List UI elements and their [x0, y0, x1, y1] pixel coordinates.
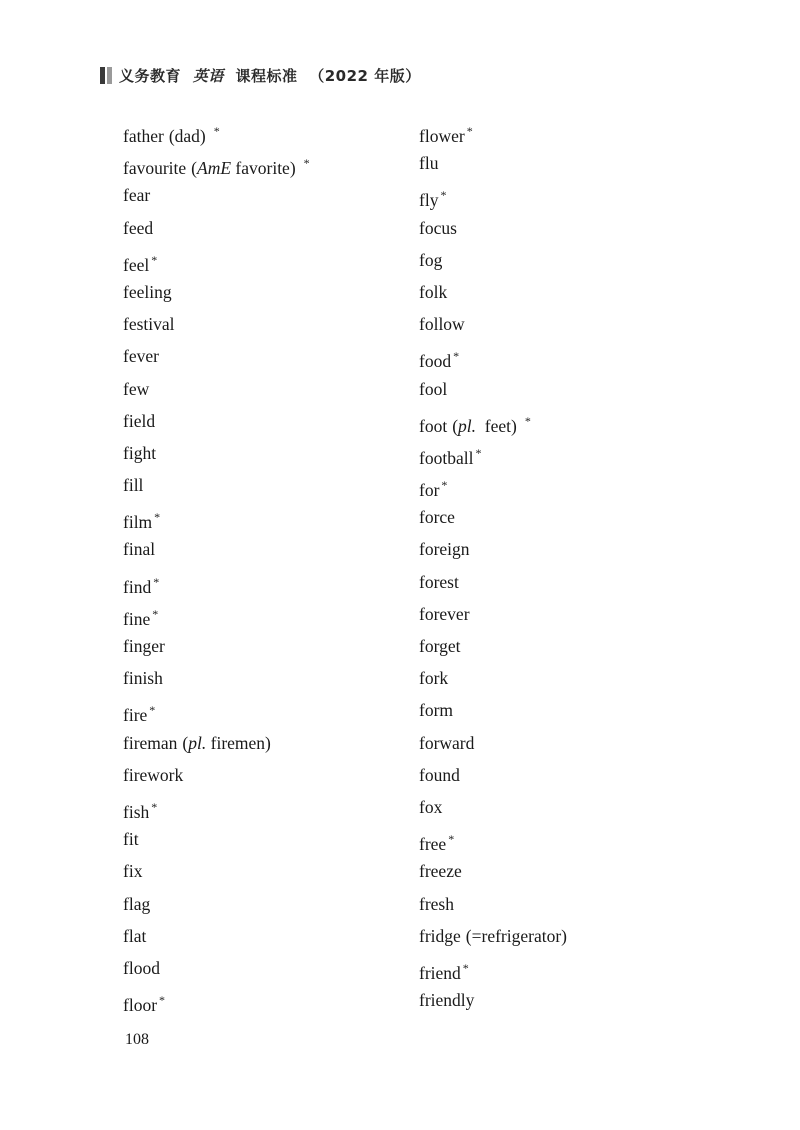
vocabulary-entry	[419, 212, 567, 244]
note-open-paren: (	[452, 415, 459, 436]
note-italic: pl.	[188, 732, 207, 753]
word-list-left-column	[123, 115, 310, 1016]
vocabulary-word: fog	[419, 249, 443, 270]
vocabulary-entry	[123, 373, 310, 405]
vocabulary-word: fish	[123, 801, 150, 822]
vocabulary-entry	[419, 823, 567, 855]
vocabulary-word: fight	[123, 442, 157, 463]
page-number: 108	[125, 1031, 149, 1048]
vocabulary-entry	[123, 888, 310, 920]
asterisk-marker: *	[159, 993, 166, 1008]
vocabulary-word: football	[419, 447, 474, 468]
vocabulary-note	[452, 416, 517, 436]
vocabulary-word: fever	[123, 346, 159, 367]
vocabulary-entry	[123, 115, 310, 147]
header-bar-dark	[100, 67, 105, 84]
vocabulary-entry	[123, 501, 310, 533]
vocabulary-word: found	[419, 764, 460, 785]
vocabulary-word: finish	[123, 668, 163, 689]
vocabulary-word: flat	[123, 925, 147, 946]
vocabulary-word: fire	[123, 705, 148, 726]
vocabulary-word: festival	[123, 314, 175, 335]
vocabulary-word: flag	[123, 893, 151, 914]
vocabulary-entry	[123, 791, 310, 823]
vocabulary-word: freeze	[419, 861, 462, 882]
vocabulary-entry	[419, 340, 567, 372]
vocabulary-word: free	[419, 834, 447, 855]
vocabulary-word: film	[123, 512, 153, 533]
vocabulary-entry	[123, 147, 310, 179]
vocabulary-word: fine	[123, 608, 151, 629]
asterisk-marker: *	[440, 188, 447, 203]
vocabulary-word: follow	[419, 314, 465, 335]
vocabulary-entry	[419, 630, 567, 662]
vocabulary-entry	[123, 759, 310, 791]
vocabulary-entry	[419, 469, 567, 501]
vocabulary-word: feed	[123, 217, 154, 238]
asterisk-marker: *	[524, 413, 531, 428]
vocabulary-word: final	[123, 539, 156, 560]
vocabulary-note	[191, 158, 295, 178]
vocabulary-entry	[419, 598, 567, 630]
vocabulary-word: friend	[419, 962, 461, 983]
vocabulary-entry	[419, 566, 567, 598]
vocabulary-word: forward	[419, 732, 475, 753]
vocabulary-word: friendly	[419, 990, 475, 1011]
vocabulary-entry	[123, 179, 310, 211]
vocabulary-entry	[419, 437, 567, 469]
vocabulary-entry	[419, 952, 567, 984]
vocabulary-word: flu	[419, 153, 439, 174]
vocabulary-word: fool	[419, 378, 448, 399]
vocabulary-entry	[419, 244, 567, 276]
vocabulary-word: form	[419, 700, 454, 721]
vocabulary-word: fork	[419, 668, 449, 689]
header-book-title: 义务教育	[119, 66, 182, 85]
vocabulary-word: fill	[123, 475, 144, 496]
vocabulary-entry	[419, 984, 567, 1016]
vocabulary-entry	[419, 791, 567, 823]
vocabulary-word: field	[123, 410, 156, 431]
vocabulary-word: feel	[123, 254, 150, 275]
vocabulary-entry	[419, 533, 567, 565]
asterisk-marker: *	[303, 156, 310, 171]
vocabulary-entry	[419, 920, 567, 952]
vocabulary-word: father	[123, 126, 164, 146]
asterisk-marker: *	[152, 606, 159, 621]
vocabulary-word: forever	[419, 603, 470, 624]
header-title	[119, 65, 421, 86]
vocabulary-entry	[123, 855, 310, 887]
vocabulary-entry	[419, 694, 567, 726]
vocabulary-entry	[123, 984, 310, 1016]
vocabulary-entry	[419, 179, 567, 211]
note-rest: feet)	[476, 415, 517, 436]
asterisk-marker: *	[149, 703, 156, 718]
note-open-paren: (	[191, 158, 197, 179]
vocabulary-entry	[123, 823, 310, 855]
vocabulary-entry	[419, 888, 567, 920]
vocabulary-word: forest	[419, 571, 459, 592]
vocabulary-word: force	[419, 507, 455, 528]
vocabulary-entry	[123, 340, 310, 372]
vocabulary-note: (=refrigerator)	[465, 925, 567, 946]
vocabulary-word: fit	[123, 829, 139, 850]
vocabulary-word: foreign	[419, 539, 470, 560]
vocabulary-entry	[123, 533, 310, 565]
vocabulary-word: find	[123, 576, 152, 597]
asterisk-marker: *	[151, 799, 158, 814]
vocabulary-word: feeling	[123, 281, 172, 302]
vocabulary-entry	[123, 437, 310, 469]
vocabulary-note	[182, 733, 270, 753]
vocabulary-entry	[419, 501, 567, 533]
vocabulary-entry	[419, 308, 567, 340]
vocabulary-entry	[123, 244, 310, 276]
vocabulary-entry	[419, 373, 567, 405]
vocabulary-entry	[419, 727, 567, 759]
vocabulary-entry	[123, 694, 310, 726]
asterisk-marker: *	[151, 252, 158, 267]
vocabulary-entry	[123, 469, 310, 501]
asterisk-marker: *	[466, 124, 473, 138]
header-edition: （2022 年版）	[309, 66, 421, 85]
vocabulary-entry	[123, 727, 310, 759]
vocabulary-word: foot	[419, 415, 448, 436]
vocabulary-entry	[419, 662, 567, 694]
note-rest: favorite)	[231, 158, 296, 179]
vocabulary-entry	[419, 759, 567, 791]
note-italic: AmE	[197, 158, 232, 179]
asterisk-marker: *	[154, 510, 161, 525]
vocabulary-entry	[419, 405, 567, 437]
asterisk-marker: *	[153, 574, 160, 589]
note-rest: firemen)	[206, 732, 271, 753]
vocabulary-entry	[419, 276, 567, 308]
vocabulary-word: firework	[123, 764, 184, 785]
asterisk-marker: *	[448, 832, 455, 847]
vocabulary-entry	[123, 630, 310, 662]
vocabulary-entry	[123, 276, 310, 308]
vocabulary-entry	[123, 920, 310, 952]
vocabulary-word: forget	[419, 636, 461, 656]
vocabulary-word: fridge	[419, 925, 461, 946]
vocabulary-entry	[123, 662, 310, 694]
vocabulary-entry	[123, 308, 310, 340]
header-bars-icon	[100, 67, 112, 84]
vocabulary-entry	[123, 598, 310, 630]
asterisk-marker: *	[453, 349, 460, 364]
vocabulary-word: fresh	[419, 893, 454, 914]
vocabulary-word: fear	[123, 185, 151, 206]
asterisk-marker: *	[213, 124, 220, 138]
header-subject: 英语	[192, 66, 224, 85]
vocabulary-entry	[123, 566, 310, 598]
vocabulary-word: floor	[123, 995, 158, 1016]
vocabulary-word: favourite	[123, 158, 187, 179]
vocabulary-entry	[419, 855, 567, 887]
header-doc-type: 课程标准	[235, 66, 298, 85]
running-header	[100, 64, 421, 86]
word-list-right-column	[419, 115, 567, 1016]
vocabulary-word: few	[123, 378, 150, 399]
vocabulary-word: fireman	[123, 732, 178, 753]
vocabulary-word: flood	[123, 957, 160, 978]
vocabulary-word: finger	[123, 636, 165, 656]
vocabulary-note: (dad)	[168, 126, 206, 146]
vocabulary-entry	[419, 115, 567, 147]
asterisk-marker: *	[441, 478, 448, 493]
vocabulary-entry	[123, 952, 310, 984]
vocabulary-entry	[123, 212, 310, 244]
vocabulary-word: for	[419, 480, 440, 501]
vocabulary-word: fox	[419, 796, 443, 817]
asterisk-marker: *	[475, 445, 482, 460]
vocabulary-word: food	[419, 351, 452, 372]
vocabulary-entry	[123, 405, 310, 437]
vocabulary-word: folk	[419, 281, 448, 302]
note-italic: pl.	[458, 415, 477, 436]
vocabulary-word: flower	[419, 126, 465, 146]
vocabulary-word: fix	[123, 861, 143, 882]
header-bar-light	[107, 67, 112, 84]
vocabulary-word: focus	[419, 217, 457, 238]
vocabulary-word: fly	[419, 190, 439, 211]
asterisk-marker: *	[462, 960, 469, 975]
note-open-paren: (	[182, 732, 189, 753]
vocabulary-entry	[419, 147, 567, 179]
